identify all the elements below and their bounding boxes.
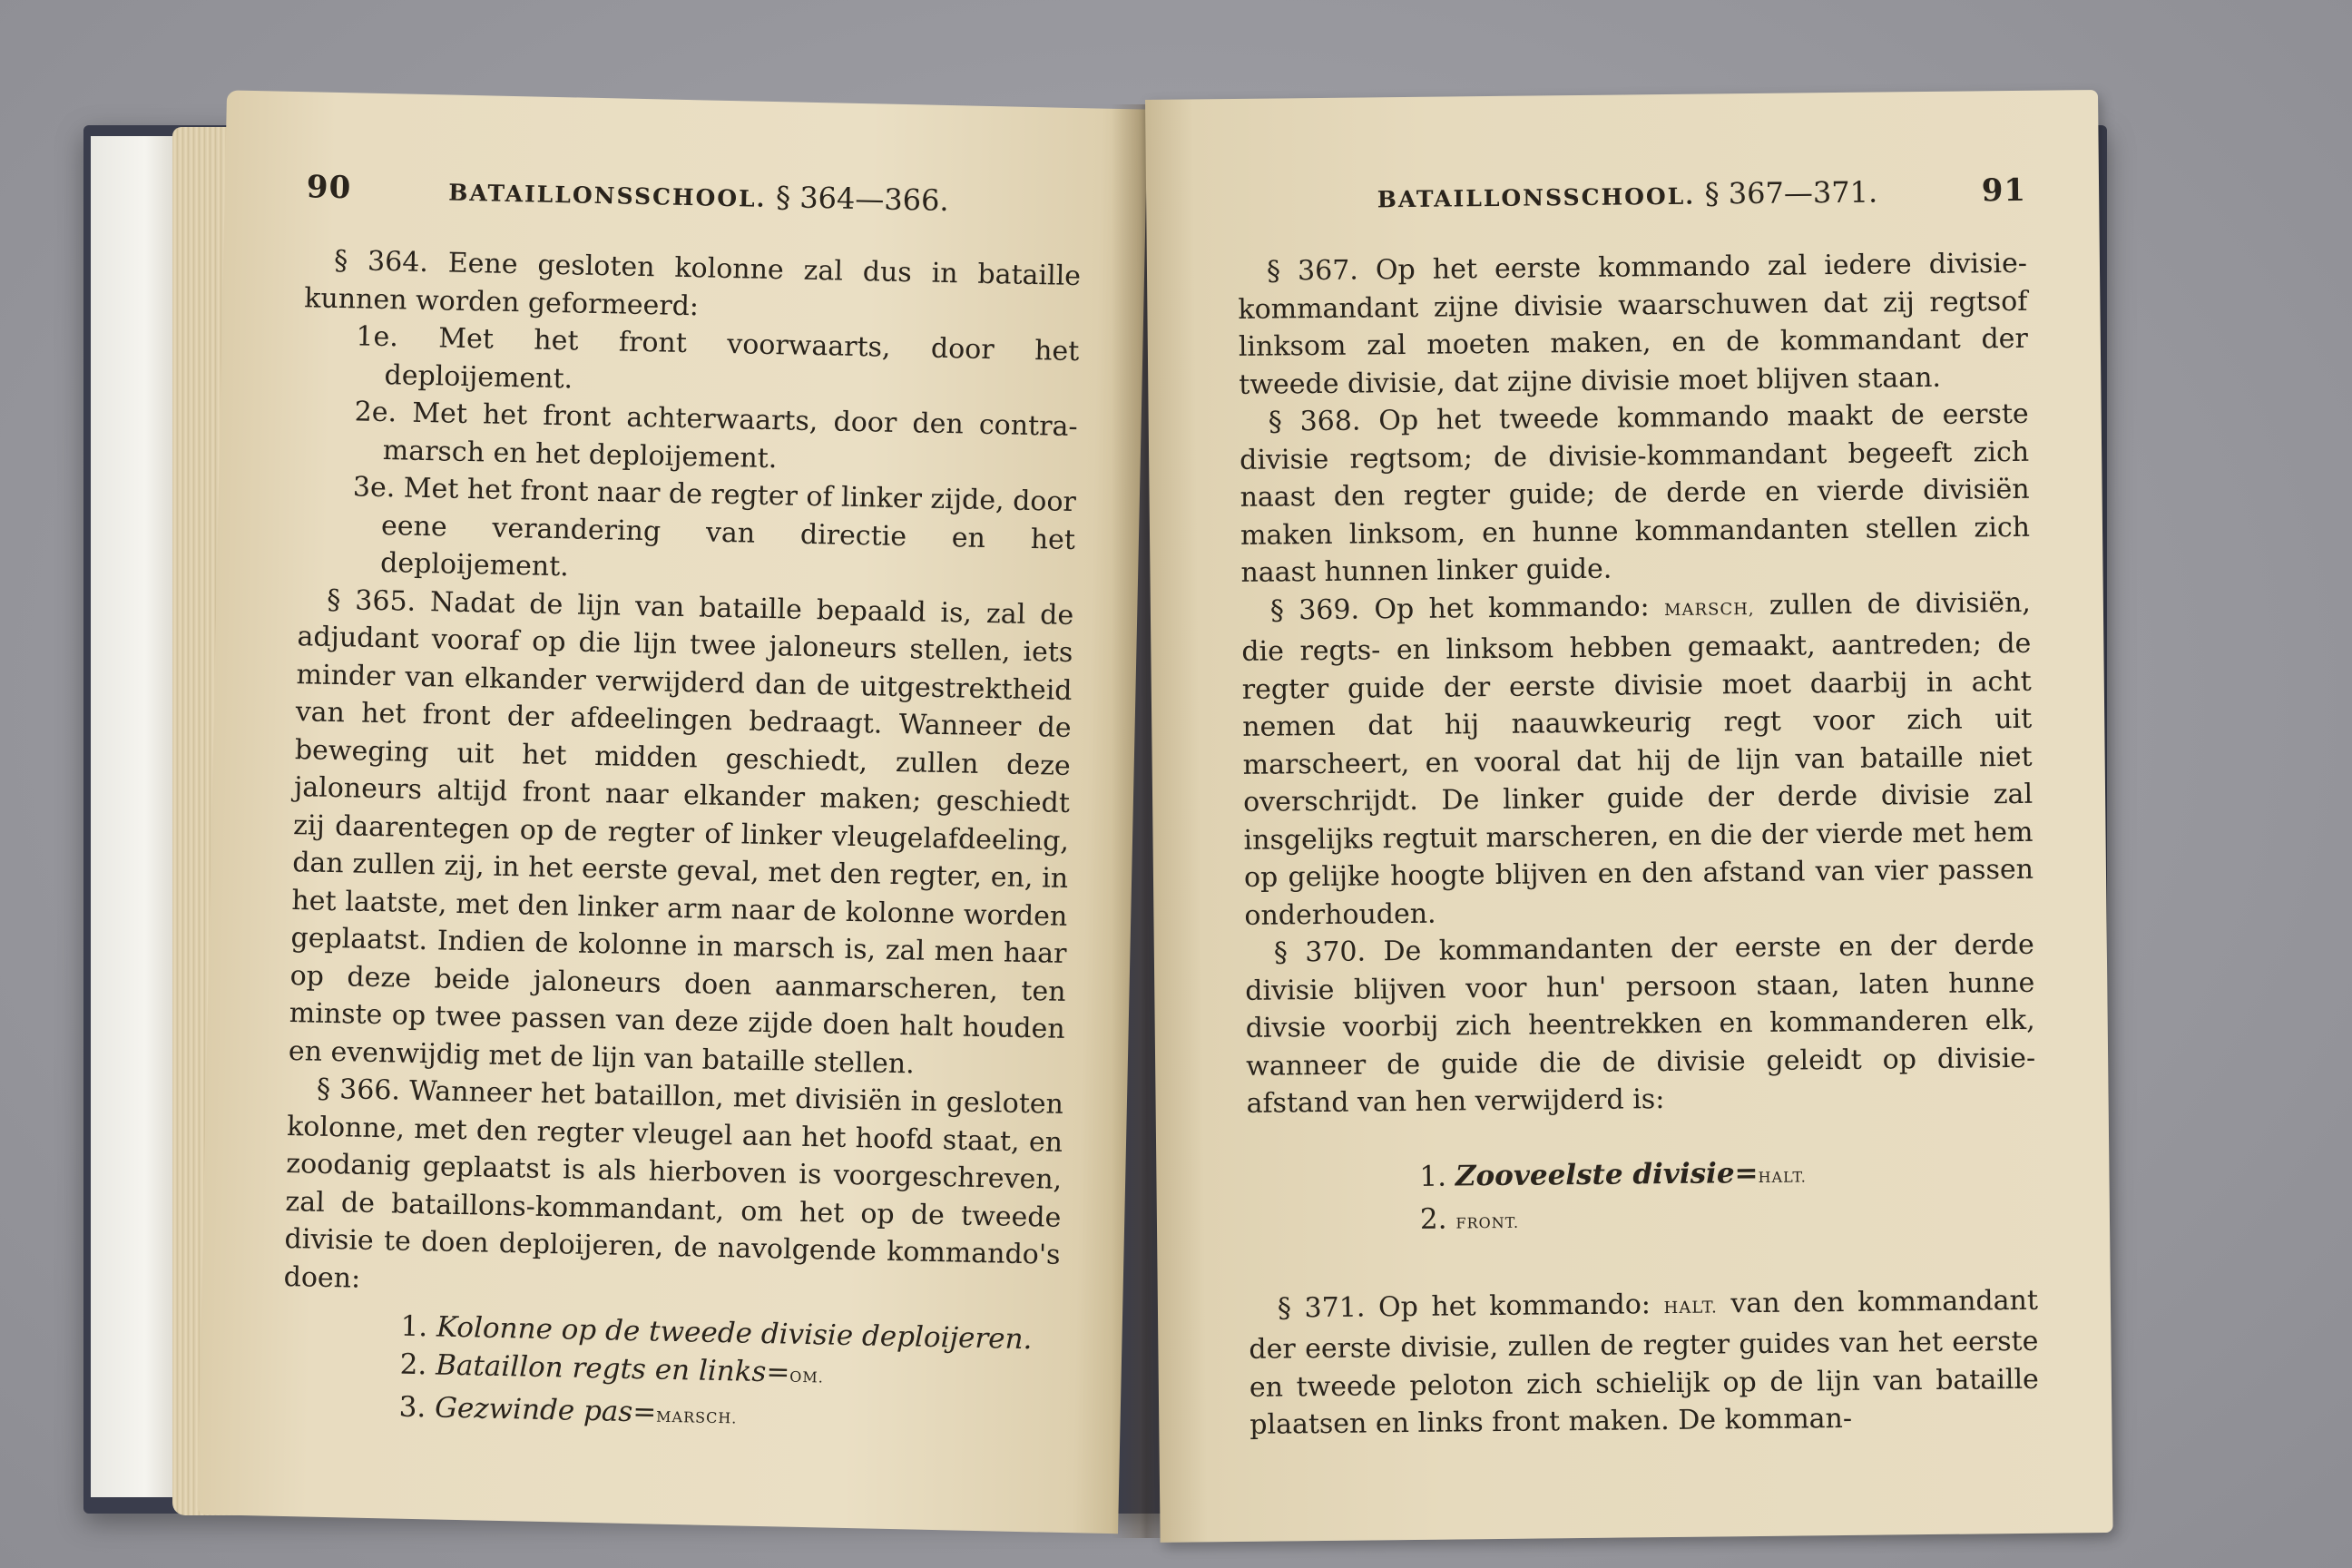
paragraph-364-item-3: 3e. Met het front naar de regter of linker zijde, door eene verandering van directie en het deploijement.: [352, 471, 1077, 583]
right-page-body-continued: [1249, 1281, 2040, 1444]
paragraph-364-item-1: 1e. Met het front voorwaarts, door het deploijement.: [356, 320, 1080, 395]
command-item-1: 1. Kolonne op de tweede divisie deploijeren.: [400, 1309, 1033, 1357]
left-page-body: [283, 241, 1081, 1312]
left-section-range: § 364—366.: [775, 180, 949, 219]
command-item-3: 3. Gezwinde pas=MARSCH.: [398, 1390, 738, 1429]
right-running-head: [1377, 175, 1878, 215]
right-page-header: [1237, 172, 2026, 217]
paragraph-366: § 366. Wanneer het bataillon, met divisiën in gesloten kolonne, met den regter vleugel aan het hoofd staat, en zoodanig geplaatst is als hierboven is voorgeschreven, zal de bataillons-kommandant, om het op de tweede divisie te doen deploijeren, de navolgende kommando's doen:: [283, 1073, 1064, 1295]
left-running-head: [448, 173, 949, 219]
paragraph-365: § 365. Nadat de lijn van bataille bepaald is, zal de adjudant vooraf op die lijn twee jaloneurs stellen, iets minder van elkander verwijderd dan de uitgestrektheid van het front der afdeelingen bedraagt. Wanneer de beweging uit het midden geschiedt, zullen deze jaloneurs altijd front naar elkander maken; geschiedt zij daarentegen op de regter of linker vleugelafdeeling, dan zullen zij, in het eerste geval, met den regter, en, in het laatste, met den linker arm naar de kolonne worden geplaatst. Indien de kolonne in marsch is, zal men haar op deze beide jaloneurs doen aanmarscheren, ten minste op twee passen van deze zijde doen halt houden en evenwijdig met de lijn van bataille stellen.: [288, 583, 1074, 1080]
halt-command-item-1: 1. Zooveelste divisie=HALT.: [1419, 1156, 1807, 1193]
paragraph-368: § 368. Op het tweede kommando maakt de eerste divisie regtsom; de divisie-kommandant begeeft zich naast den regter guide; de derde en vierde divisiën maken linksom, en hunne kommandanten stellen zich naast hunnen linker guide.: [1239, 397, 2031, 589]
command-list: [398, 1308, 1059, 1445]
right-page: [1145, 90, 2113, 1543]
right-section-range: § 367—371.: [1704, 174, 1878, 211]
paragraph-371: § 371. Op het kommando: HALT. van den kommandant der eerste divisie, zullen de regter guides van het eerste en tweede peloton zich schielijk op de lijn van bataille plaatsen en links front maken. De komman-: [1249, 1284, 2039, 1441]
paragraph-369: § 369. Op het kommando: MARSCH, zullen de divisiën, die regts- en linksom hebben gemaakt, aantreden; de regter guide der eerste divisie moet daarbij in acht nemen dat hij naauwkeurig regt voor zich uit marscheert, en vooral dat hij de lijn van bataille niet overschrijdt. De linker guide der derde divisie zal insgelijks regtuit marscheren, en die der vierde met hem op gelijke hoogte blijven en den afstand van vier passen onderhouden.: [1241, 586, 2034, 932]
paragraph-364-item-2: 2e. Met het front achterwaarts, door den contra-marsch en het deploijement.: [354, 396, 1078, 475]
left-running-head-title: BATAILLONSSCHOOL.: [447, 179, 767, 212]
right-page-number: 91: [1981, 172, 2027, 210]
paragraph-364: § 364. Eene gesloten kolonne zal dus in bataille kunnen worden geformeerd:: [303, 244, 1082, 322]
left-page-number: 90: [306, 169, 352, 207]
command-item-2: 2. Bataillon regts en links=OM.: [399, 1348, 825, 1389]
left-page-header: [306, 169, 1083, 221]
book-endpaper: [91, 136, 181, 1497]
halt-command-item-2: 2. FRONT.: [1419, 1202, 1520, 1236]
right-running-head-title: BATAILLONSSCHOOL.: [1377, 182, 1696, 213]
left-page: [197, 90, 1148, 1534]
paragraph-367: § 367. Op het eerste kommando zal iedere divisie-kommandant zijne divisie waarschuwen dat zij regtsof linksom zal moeten maken, en de kommandant der tweede divisie, dat zijne divisie moet blijven staan.: [1238, 247, 2028, 401]
halt-command-list: [1419, 1151, 2037, 1242]
right-page-body: [1238, 245, 2036, 1123]
paragraph-370: § 370. De kommandanten der eerste en der derde divisie blijven voor hun' persoon staan, laten hunne divsie voorbij zich heentrekken en kommanderen elk, wanneer de guide die de divisie geleidt op divisie-afstand van hen verwijderd is:: [1245, 928, 2036, 1120]
